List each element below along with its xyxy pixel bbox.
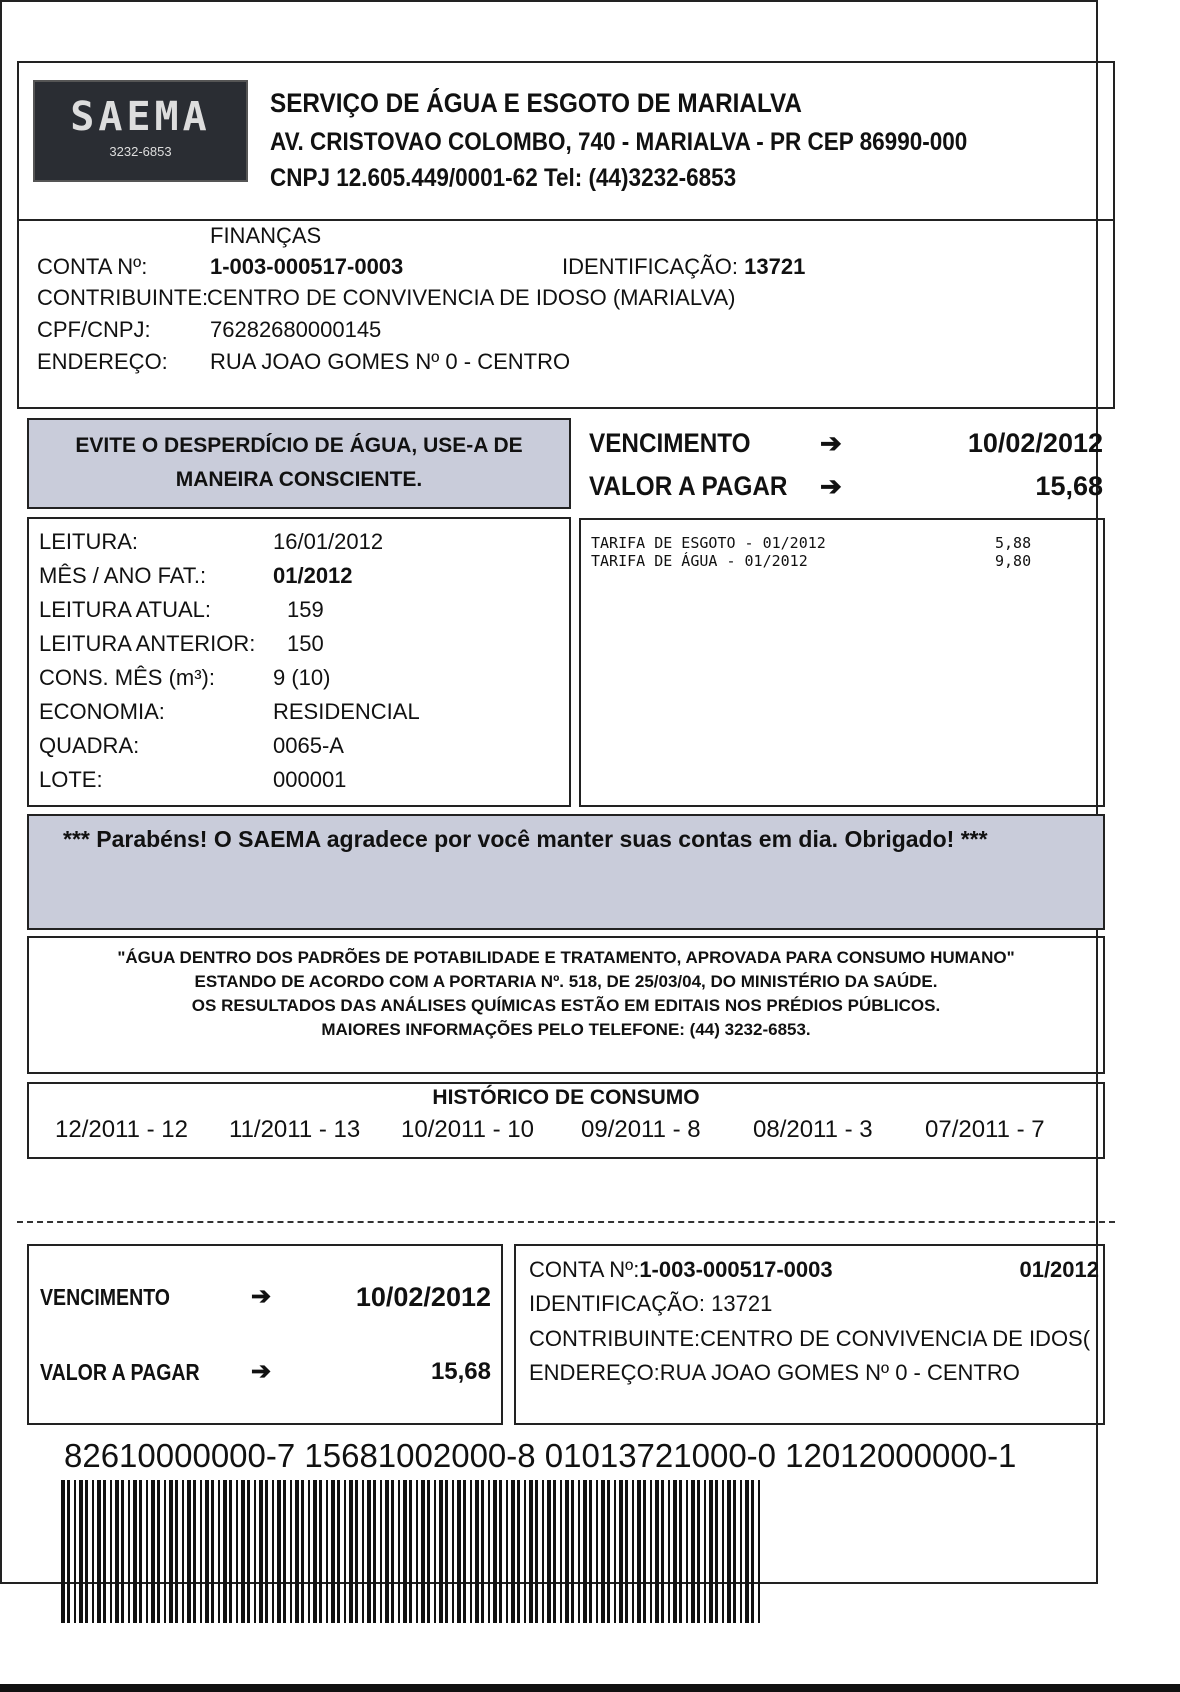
barcode-bar <box>709 1480 713 1623</box>
reading-label: ECONOMIA: <box>39 699 165 724</box>
due-date: 10/02/2012 <box>967 428 1103 458</box>
barcode-bar <box>470 1480 472 1623</box>
barcode-bar <box>349 1480 353 1623</box>
barcode-bar <box>308 1480 310 1623</box>
amount-label: VALOR A PAGAR <box>589 471 788 501</box>
reading-label: LOTE: <box>39 767 103 792</box>
barcode-bar <box>175 1480 178 1623</box>
reading-label: MÊS / ANO FAT.: <box>39 563 207 588</box>
barcode-bar <box>722 1480 724 1623</box>
barcode-bar <box>241 1480 245 1623</box>
barcode-bar <box>499 1480 502 1623</box>
barcode-bar <box>223 1480 227 1623</box>
barcode-bar <box>103 1480 106 1623</box>
barcode-bar <box>457 1480 461 1623</box>
barcode-bar <box>139 1480 142 1623</box>
reading-value: 16/01/2012 <box>273 529 384 554</box>
barcode <box>61 1480 764 1623</box>
barcode-bar <box>601 1480 605 1623</box>
arrow-icon: ➔ <box>820 428 842 458</box>
barcode-bar <box>211 1480 214 1623</box>
barcode-bar <box>668 1480 670 1623</box>
barcode-bar <box>200 1480 202 1623</box>
tariff-section <box>579 518 1105 807</box>
amount-due: 15,68 <box>1035 471 1103 501</box>
barcode-bar <box>589 1480 592 1623</box>
barcode-bar <box>481 1480 484 1623</box>
barcode-bar <box>578 1480 580 1623</box>
barcode-bar <box>67 1480 70 1623</box>
barcode-bar <box>331 1480 335 1623</box>
barcode-bar <box>128 1480 130 1623</box>
barcode-bar <box>733 1480 736 1623</box>
tariff-value: 9,80 <box>995 552 1032 570</box>
identificacao: IDENTIFICAÇÃO: 13721 <box>562 254 806 279</box>
reading-label: LEITURA ANTERIOR: <box>39 631 256 656</box>
barcode-bar <box>524 1480 526 1623</box>
barcode-bar <box>115 1480 119 1623</box>
barcode-bar <box>740 1480 742 1623</box>
contrib-value: CENTRO DE CONVIVENCIA DE IDOSO (MARIALVA) <box>207 285 736 310</box>
barcode-bar <box>643 1480 646 1623</box>
barcode-bar <box>547 1480 551 1623</box>
water-saving-notice: EVITE O DESPERDÍCIO DE ÁGUA, USE-A DE MANEIRA CONSCIENTE. <box>27 418 571 509</box>
group: FINANÇAS <box>210 223 322 248</box>
barcode-bar <box>385 1480 389 1623</box>
reading-label: LEITURA ATUAL: <box>39 597 211 622</box>
stub-due-box: VENCIMENTO ➔ 10/02/2012 VALOR A PAGAR ➔ 15,68 <box>27 1244 503 1425</box>
barcode-bar <box>493 1480 497 1623</box>
barcode-bar <box>704 1480 706 1623</box>
barcode-bar <box>164 1480 166 1623</box>
barcode-bar <box>445 1480 448 1623</box>
barcode-bar <box>236 1480 238 1623</box>
arrow-icon: ➔ <box>251 1358 272 1385</box>
reading-label: QUADRA: <box>39 733 140 758</box>
barcode-bar <box>439 1480 443 1623</box>
company-cnpj: CNPJ 12.605.449/0001-62 Tel: (44)3232-6853 <box>270 164 737 192</box>
barcode-bar <box>182 1480 184 1623</box>
barcode-bar <box>367 1480 371 1623</box>
account-info-section <box>17 219 1115 409</box>
cpf-value: 76282680000145 <box>210 317 382 342</box>
barcode-bar <box>373 1480 376 1623</box>
company-address: AV. CRISTOVAO COLOMBO, 740 - MARIALVA - PR CEP 86990-000 <box>270 128 968 156</box>
barcode-bar <box>535 1480 538 1623</box>
barcode-bar <box>169 1480 173 1623</box>
barcode-bar <box>362 1480 364 1623</box>
arrow-icon: ➔ <box>251 1283 272 1310</box>
barcode-bar <box>61 1480 65 1623</box>
barcode-bar <box>355 1480 358 1623</box>
reading-section <box>27 517 571 807</box>
history-item: 10/2011 - 10 <box>401 1116 534 1143</box>
barcode-bar <box>452 1480 454 1623</box>
barcode-bar <box>655 1480 659 1623</box>
barcode-bar <box>475 1480 479 1623</box>
barcode-bar <box>398 1480 400 1623</box>
barcode-bar <box>650 1480 652 1623</box>
endereco-value: RUA JOAO GOMES Nº 0 - CENTRO <box>210 349 571 374</box>
barcode-bar <box>295 1480 299 1623</box>
stub-due-date: 10/02/2012 <box>355 1282 491 1312</box>
reading-value: 000001 <box>273 767 347 792</box>
barcode-bar <box>151 1480 155 1623</box>
reading-value: 0065-A <box>273 733 344 758</box>
barcode-bar <box>344 1480 346 1623</box>
history-item: 11/2011 - 13 <box>229 1116 361 1143</box>
barcode-bar <box>751 1480 754 1623</box>
barcode-bar <box>391 1480 394 1623</box>
consumption-history: HISTÓRICO DE CONSUMO 12/2011 - 12 11/2011 - 13 10/2011 - 10 09/2011 - 8 08/2011 - 3 07/2011 - 7 <box>27 1082 1105 1159</box>
barcode-bar <box>283 1480 286 1623</box>
barcode-bar <box>427 1480 430 1623</box>
arrow-icon: ➔ <box>820 471 842 501</box>
barcode-bar <box>607 1480 610 1623</box>
barcode-bar <box>637 1480 641 1623</box>
barcode-bar <box>326 1480 328 1623</box>
cut-line <box>17 1221 1115 1223</box>
barcode-bar <box>133 1480 137 1623</box>
cpf-label: CPF/CNPJ: <box>37 317 151 342</box>
barcode-bar <box>416 1480 418 1623</box>
barcode-bar <box>247 1480 250 1623</box>
barcode-bar <box>380 1480 382 1623</box>
conta-label: CONTA Nº: <box>37 254 148 279</box>
barcode-bar <box>560 1480 562 1623</box>
barcode-bar <box>679 1480 682 1623</box>
reading-label: CONS. MÊS (m³): <box>39 665 215 690</box>
barcode-bar <box>272 1480 274 1623</box>
barcode-bar <box>673 1480 677 1623</box>
barcode-bar <box>121 1480 124 1623</box>
barcode-bar <box>421 1480 425 1623</box>
barcode-bar <box>301 1480 304 1623</box>
barcode-bar <box>434 1480 436 1623</box>
barcode-bar <box>259 1480 263 1623</box>
thanks-message: *** Parabéns! O SAEMA agradece por você manter suas contas em dia. Obrigado! *** <box>27 814 1105 930</box>
barcode-bar <box>661 1480 664 1623</box>
barcode-bar <box>596 1480 598 1623</box>
barcode-bar <box>254 1480 256 1623</box>
barcode-bar <box>686 1480 688 1623</box>
barcode-bar <box>565 1480 569 1623</box>
barcode-bar <box>506 1480 508 1623</box>
barcode-bar <box>571 1480 574 1623</box>
barcode-bar <box>553 1480 556 1623</box>
barcode-bar <box>337 1480 340 1623</box>
endereco-label: ENDEREÇO: <box>37 349 168 374</box>
reading-value: 159 <box>287 597 324 622</box>
barcode-bar <box>488 1480 490 1623</box>
history-item: 12/2011 - 12 <box>55 1116 188 1143</box>
reading-value: 9 (10) <box>273 665 331 690</box>
barcode-bar <box>79 1480 83 1623</box>
reading-value: RESIDENCIAL <box>273 699 420 724</box>
barcode-bar <box>218 1480 220 1623</box>
barcode-bar <box>542 1480 544 1623</box>
barcode-bar <box>193 1480 196 1623</box>
barcode-bar <box>97 1480 101 1623</box>
barcode-bar <box>74 1480 76 1623</box>
barcode-bar <box>110 1480 112 1623</box>
barcode-bar <box>229 1480 232 1623</box>
company-name: SERVIÇO DE ÁGUA E ESGOTO DE MARIALVA <box>270 88 802 118</box>
scan-edge <box>0 1684 1180 1692</box>
history-item: 08/2011 - 3 <box>753 1116 873 1143</box>
barcode-bar <box>517 1480 520 1623</box>
barcode-bar <box>85 1480 88 1623</box>
barcode-bar <box>92 1480 94 1623</box>
conta-value: 1-003-000517-0003 <box>210 254 404 279</box>
barcode-bar <box>625 1480 628 1623</box>
logo: SAEMA 3232-6853 <box>33 80 248 182</box>
barcode-bar <box>619 1480 623 1623</box>
history-item: 09/2011 - 8 <box>581 1116 701 1143</box>
tariff-label: TARIFA DE ÁGUA - 01/2012 <box>591 552 808 570</box>
barcode-bar <box>265 1480 268 1623</box>
barcode-bar <box>583 1480 587 1623</box>
barcode-bar <box>313 1480 317 1623</box>
tariff-value: 5,88 <box>995 534 1032 552</box>
tariff-label: TARIFA DE ESGOTO - 01/2012 <box>591 534 826 552</box>
barcode-bar <box>146 1480 148 1623</box>
stub-account-box: CONTA Nº:1-003-000517-0003 01/2012 IDENTIFICAÇÃO: 13721 CONTRIBUINTE:CENTRO DE CONVIVENCIA DE IDOS( ENDEREÇO:RUA JOAO GOMES Nº 0 - CENTRO <box>514 1244 1105 1425</box>
barcode-bar <box>157 1480 160 1623</box>
contrib-label: CONTRIBUINTE: <box>37 285 209 310</box>
barcode-bar <box>727 1480 731 1623</box>
due-date-label: VENCIMENTO <box>589 428 751 458</box>
reading-label: LEITURA: <box>39 529 139 554</box>
barcode-bar <box>745 1480 749 1623</box>
barcode-bar <box>277 1480 281 1623</box>
barcode-bar <box>409 1480 412 1623</box>
barcode-bar <box>529 1480 533 1623</box>
barcode-bar <box>691 1480 695 1623</box>
barcode-bar <box>463 1480 466 1623</box>
history-item: 07/2011 - 7 <box>925 1116 1045 1143</box>
barcode-bar <box>319 1480 322 1623</box>
barcode-bar <box>715 1480 718 1623</box>
stub-amount: 15,68 <box>430 1358 491 1385</box>
barcode-bar <box>632 1480 634 1623</box>
barcode-number: 82610000000-7 15681002000-8 01013721000-0 12012000000-1 <box>64 1437 1017 1474</box>
barcode-bar <box>697 1480 700 1623</box>
barcode-bar <box>205 1480 209 1623</box>
barcode-bar <box>403 1480 407 1623</box>
barcode-bar <box>187 1480 191 1623</box>
barcode-bar <box>511 1480 515 1623</box>
reading-value: 01/2012 <box>273 563 353 588</box>
reading-value: 150 <box>287 631 324 656</box>
barcode-bar <box>758 1480 760 1623</box>
barcode-bar <box>614 1480 616 1623</box>
water-quality-notice: "ÁGUA DENTRO DOS PADRÕES DE POTABILIDADE E TRATAMENTO, APROVADA PARA CONSUMO HUMANO" ESTANDO DE ACORDO COM A PORTARIA Nº. 518, DE 25/03/04, DO MINISTÉRIO DA SAÚDE. OS RESULTADOS DAS ANÁLISES QUÍMICAS ESTÃO EM EDITAIS NOS PRÉDIOS PÚBLICOS. MAIORES INFORMAÇÕES PELO TELEFONE: (44) 3232-6853. <box>27 936 1105 1074</box>
barcode-bar <box>290 1480 292 1623</box>
